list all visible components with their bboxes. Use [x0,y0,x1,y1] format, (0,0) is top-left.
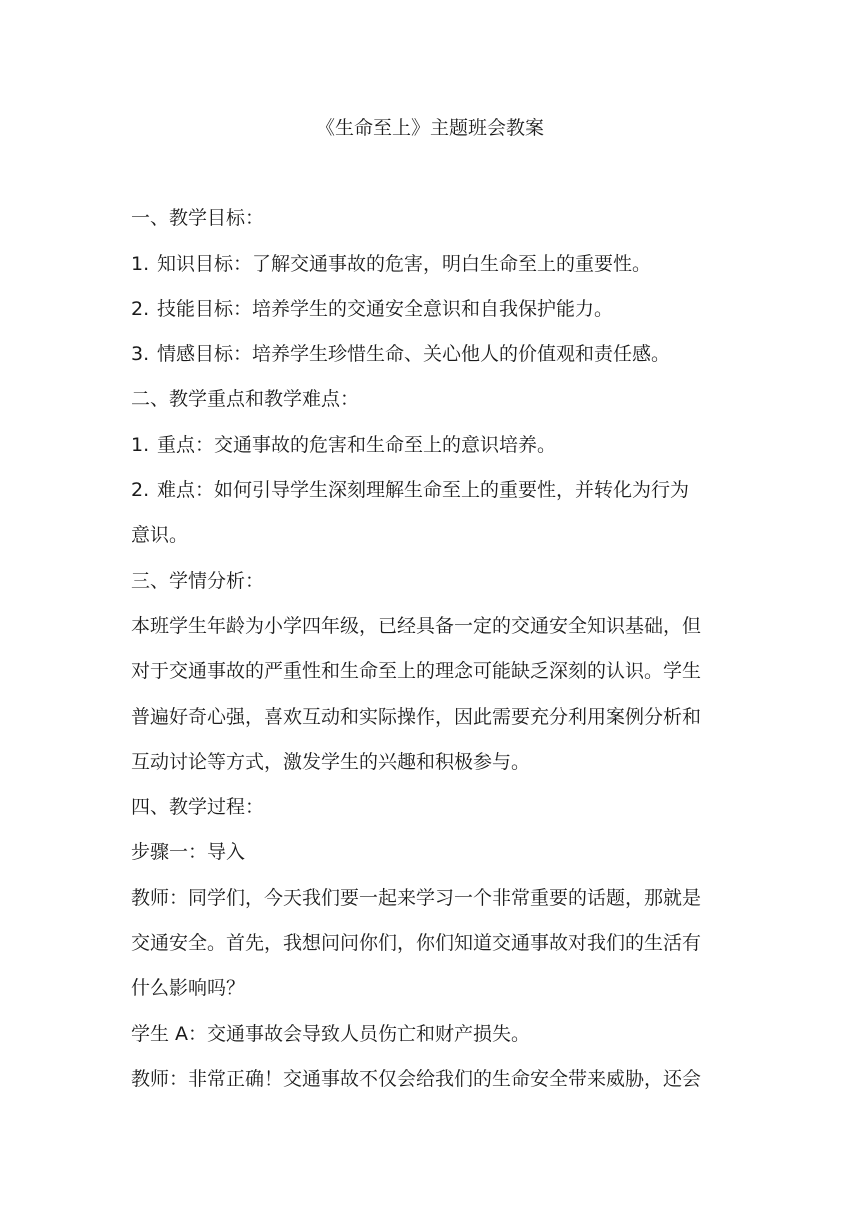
list-item [131,250,741,278]
line-text: 交通安全。首先，我想问问你们，你们知道交通事故对我们的生活有 [131,932,702,954]
section-heading [131,793,741,821]
line-text: 意识。 [131,524,189,546]
list-item [131,295,741,323]
line-text: 教师：非常正确！交通事故不仅会给我们的生命安全带来威胁，还会 [131,1068,702,1090]
paragraph-line [131,748,741,776]
line-text: 普遍好奇心强，喜欢互动和实际操作，因此需要充分利用案例分析和 [131,706,702,728]
item-number: 1. [131,253,150,275]
paragraph-line [131,974,741,1002]
section-heading [131,567,741,595]
paragraph-line [131,657,741,685]
line-text: 教师：同学们，今天我们要一起来学习一个非常重要的话题，那就是 [131,887,702,909]
line-text: 三、学情分析： [131,570,265,592]
item-number: 1. [131,434,150,456]
paragraph-line [131,1020,741,1048]
step-heading [131,838,741,866]
paragraph-line [131,521,741,549]
line-text: 四、教学过程： [131,796,265,818]
line-text: 本班学生年龄为小学四年级，已经具备一定的交通安全知识基础，但 [131,615,702,637]
list-item [131,340,741,368]
list-item [131,476,741,504]
paragraph-line [131,884,741,912]
line-text: 技能目标：培养学生的交通安全意识和自我保护能力。 [157,298,614,320]
list-item [131,431,741,459]
line-text: 学生 A：交通事故会导致人员伤亡和财产损失。 [131,1023,531,1045]
paragraph-line [131,1065,741,1093]
line-text: 重点：交通事故的危害和生命至上的意识培养。 [157,434,557,456]
document-title: 《生命至上》主题班会教案 [315,117,544,139]
line-text: 二、教学重点和教学难点： [131,388,360,410]
paragraph-line [131,612,741,640]
line-text: 一、教学目标： [131,207,265,229]
line-text: 难点：如何引导学生深刻理解生命至上的重要性，并转化为行为 [157,479,690,501]
section-heading [131,204,741,232]
line-text: 情感目标：培养学生珍惜生命、关心他人的价值观和责任感。 [157,343,671,365]
line-text: 对于交通事故的严重性和生命至上的理念可能缺乏深刻的认识。学生 [131,660,702,682]
item-number: 2. [131,479,150,501]
line-text: 知识目标：了解交通事故的危害，明白生命至上的重要性。 [157,253,652,275]
section-heading [131,385,741,413]
line-text: 步骤一：导入 [131,841,246,863]
line-text: 什么影响吗？ [131,977,246,999]
paragraph-line [131,703,741,731]
paragraph-line [131,929,741,957]
line-text: 互动讨论等方式，激发学生的兴趣和积极参与。 [131,751,531,773]
item-number: 3. [131,343,150,365]
item-number: 2. [131,298,150,320]
